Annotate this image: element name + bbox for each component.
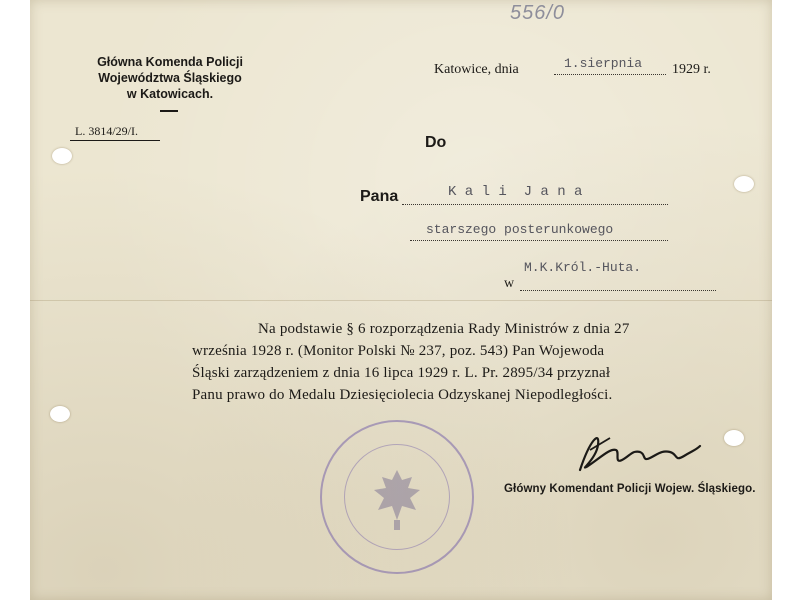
w-label: w bbox=[504, 276, 515, 291]
signatory-title: Główny Komendant Policji Wojew. Śląskiego. bbox=[504, 483, 756, 495]
punch-hole-top-right bbox=[734, 176, 754, 192]
sender-line-2: Województwa Śląskiego bbox=[98, 71, 242, 85]
archive-note: 556/0 bbox=[510, 2, 566, 24]
sender-line-1: Główna Komenda Policji bbox=[97, 55, 243, 69]
body-line-4: Panu prawo do Medalu Dziesięciolecia Odzyskanej Niepodległości. bbox=[192, 387, 613, 403]
punch-hole-bottom-right bbox=[724, 430, 744, 446]
reference-number: L. 3814/29/I. bbox=[75, 124, 138, 138]
recipient-rank-typed: starszego posterunkowego bbox=[426, 222, 614, 237]
name-dotted-line bbox=[402, 204, 668, 205]
date-dotted-line bbox=[554, 74, 666, 75]
sender-block bbox=[70, 54, 270, 102]
date-year: 1929 r. bbox=[672, 62, 711, 77]
recipient-place-typed: M.K.Król.-Huta. bbox=[524, 260, 642, 275]
official-stamp bbox=[320, 420, 474, 574]
pana-label: Pana bbox=[360, 188, 399, 205]
paper-fold-line bbox=[30, 300, 772, 301]
header-dash bbox=[160, 110, 178, 112]
document-page bbox=[30, 0, 772, 600]
recipient-name-typed: K a l i J a n a bbox=[448, 184, 583, 200]
place-dotted-line bbox=[520, 290, 716, 291]
body-line-3: Śląski zarządzeniem z dnia 16 lipca 1929 r. L. Pr. 2895/34 przyznał bbox=[192, 365, 611, 381]
sender-line-3: w Katowicach. bbox=[126, 87, 214, 101]
stamp-eagle-emblem bbox=[322, 422, 472, 572]
body-line-1: Na podstawie § 6 rozporządzenia Rady Ministrów z dnia 27 bbox=[258, 321, 630, 337]
date-typed: 1.sierpnia bbox=[564, 56, 643, 71]
reference-underline bbox=[70, 140, 160, 141]
rank-dotted-line bbox=[410, 240, 668, 241]
punch-hole-bottom-left bbox=[50, 406, 70, 422]
body-line-2: września 1928 r. (Monitor Polski № 237, poz. 543) Pan Wojewoda bbox=[192, 343, 605, 359]
punch-hole-top-left bbox=[52, 148, 72, 164]
to-label: Do bbox=[425, 134, 447, 151]
place-label: Katowice, dnia bbox=[434, 62, 519, 77]
signature bbox=[570, 420, 710, 480]
